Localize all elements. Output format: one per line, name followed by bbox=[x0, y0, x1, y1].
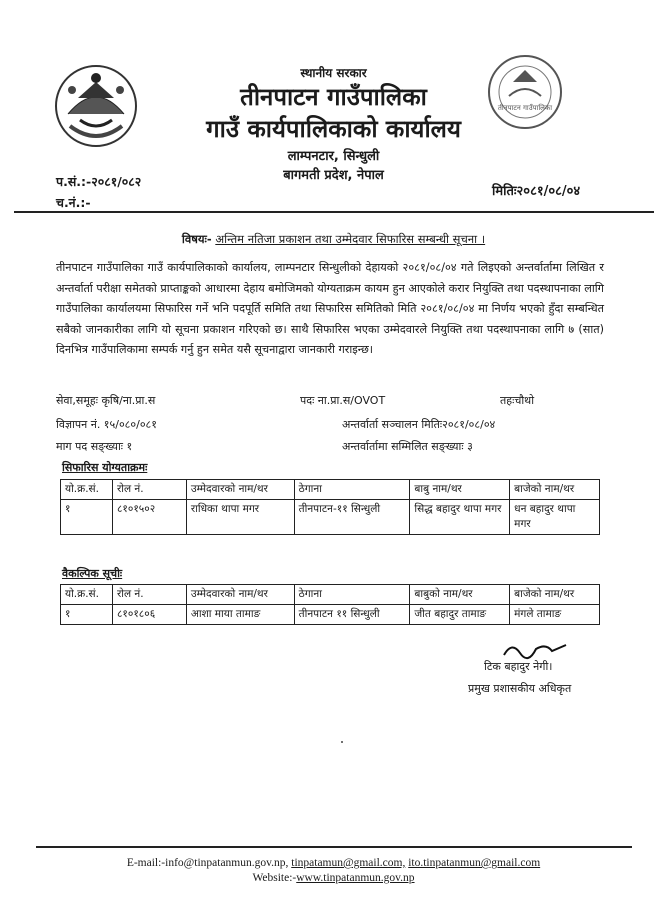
table-cell: ८१०१५०२ bbox=[112, 500, 186, 535]
table-cell: सिद्ध बहादुर थापा मगर bbox=[410, 500, 510, 535]
header-cell: रोल नं. bbox=[112, 585, 186, 605]
footer-website-line bbox=[0, 872, 667, 884]
service-group: सेवा,समूहः कृषि/ना.प्रा.स bbox=[56, 394, 156, 407]
header-cell: रोल नं. bbox=[112, 480, 186, 500]
footer-email-line bbox=[0, 857, 667, 869]
header-cell: बाजेको नाम/थर bbox=[510, 480, 600, 500]
email-link-ito[interactable]: ito.tinpatanmun@gmail.com bbox=[408, 857, 541, 869]
document-date: मितिः२०८१/०८/०४ bbox=[492, 184, 581, 199]
table-cell: तीनपाटन-११ सिन्धुली bbox=[294, 500, 410, 535]
dispatch-number: च.नं.:- bbox=[56, 195, 91, 210]
header-title-municipality: तीनपाटन गाउँपालिका bbox=[240, 83, 427, 111]
subject-line bbox=[0, 232, 667, 247]
website-link[interactable]: www.tinpatanmun.gov.np bbox=[296, 872, 415, 884]
table-row bbox=[61, 500, 600, 535]
header-cell: ठेगाना bbox=[294, 585, 410, 605]
alternate-table bbox=[60, 584, 600, 625]
header-cell: ठेगाना bbox=[294, 480, 410, 500]
table-header-row bbox=[61, 480, 600, 500]
email-label: E-mail:- bbox=[126, 857, 166, 869]
table-cell: १ bbox=[61, 500, 113, 535]
header-address-line2: बागमती प्रदेश, नेपाल bbox=[283, 168, 384, 183]
header-title-office: गाउँ कार्यपालिकाको कार्यालय bbox=[206, 115, 461, 143]
header-divider bbox=[14, 211, 654, 213]
header-address-line1: लाम्पनटार, सिन्धुली bbox=[287, 149, 380, 164]
advertisement-number: विज्ञापन नं. १५/०८०/०८१ bbox=[56, 418, 157, 431]
email-link-info[interactable]: info@tinpatanmun.gov.np, bbox=[165, 857, 289, 869]
header-cell: बाबु नाम/थर bbox=[410, 480, 510, 500]
footer-divider bbox=[36, 846, 632, 848]
subject-label: विषयः- bbox=[181, 232, 212, 246]
table-header-row bbox=[61, 585, 600, 605]
website-label: Website:- bbox=[252, 872, 297, 884]
email-link-gmail[interactable]: tinpatamun@gmail.com, bbox=[291, 857, 406, 869]
table-row bbox=[61, 605, 600, 625]
header-cell: उम्मेदवारको नाम/थर bbox=[186, 480, 294, 500]
notice-body: तीनपाटन गाउँपालिका गाउँ कार्यपालिकाको कार्यालय, लाम्पनटार सिन्धुलीको देहायको २०८१/०८/०४ गते लिइएको अन्तर्वार्तामा लिखित र अन्तर्वार्ता परीक्षा समेतको प्राप्ताङ्कको आधारमा देहाय बमोजिमको योग्यताक्रम कायम हुन आएकोले करार नियुक्ति तथा पदस्थापनाका लागि गाउँपालिका कार्यालयमा सिफारिस गर्ने भनि पदपूर्ति समिति तथा सिफारिस समितिको मिति २०८१/०८/०४ मा निर्णय भएको हुँदा सम्बन्धित सबैको जानकारीका लागि यो सूचना प्रकाशन गरिएको छ। साथै सिफारिस भएका उम्मेदवारले नियुक्ति तथा पदस्थापनाका लागि ७ (सात) दिनभित्र गाउँपालिकामा सम्पर्क गर्नु हुन समेत यसै सूचनाद्वारा जानकारी गराइन्छ। bbox=[56, 261, 604, 356]
alternate-section-title: वैकल्पिक सूचीः bbox=[62, 567, 123, 580]
recommended-table bbox=[60, 479, 600, 535]
signatory-name: टिक बहादुर नेगी। bbox=[484, 660, 553, 673]
header-cell: बाजेको नाम/थर bbox=[510, 585, 600, 605]
signatory-title: प्रमुख प्रशासकीय अधिकृत bbox=[468, 682, 572, 695]
header-pretitle: स्थानीय सरकार bbox=[300, 66, 367, 80]
reference-number: प.सं.:-२०८१/०८२ bbox=[56, 174, 142, 189]
svg-text:तीनपाटन गाउँपालिका: तीनपाटन गाउँपालिका bbox=[497, 104, 553, 112]
participant-count: अन्तर्वार्तामा सम्मिलित सङ्ख्याः ३ bbox=[342, 440, 473, 453]
header-cell: बाबुको नाम/थर bbox=[410, 585, 510, 605]
table-cell: राधिका थापा मगर bbox=[186, 500, 294, 535]
table-cell: तीनपाटन ११ सिन्धुली bbox=[294, 605, 410, 625]
table-cell: मंगले तामाङ bbox=[510, 605, 600, 625]
header-cell: उम्मेदवारको नाम/थर bbox=[186, 585, 294, 605]
signature-scribble-icon bbox=[500, 639, 570, 661]
subject-text: अन्तिम नतिजा प्रकाशन तथा उम्मेदवार सिफारिस सम्बन्धी सूचना । bbox=[215, 232, 486, 246]
post-name: पदः ना.प्रा.स/OVOT bbox=[300, 394, 386, 407]
vacancy-count: माग पद सङ्ख्याः १ bbox=[56, 440, 133, 453]
header-cell: यो.क्र.सं. bbox=[61, 480, 113, 500]
table-cell: आशा माया तामाङ bbox=[186, 605, 294, 625]
interview-date: अन्तर्वार्ता सञ्चालन मितिः२०८१/०८/०४ bbox=[342, 418, 496, 431]
recommended-section-title: सिफारिस योग्यताक्रमः bbox=[62, 461, 148, 474]
post-level: तहःचौथो bbox=[500, 394, 535, 407]
table-cell: धन बहादुर थापा मगर bbox=[510, 500, 600, 535]
table-cell: जीत बहादुर तामाङ bbox=[410, 605, 510, 625]
table-cell: ८१०१८०६ bbox=[112, 605, 186, 625]
header-cell: यो.क्र.सं. bbox=[61, 585, 113, 605]
table-cell: १ bbox=[61, 605, 113, 625]
stray-dot bbox=[341, 741, 343, 743]
